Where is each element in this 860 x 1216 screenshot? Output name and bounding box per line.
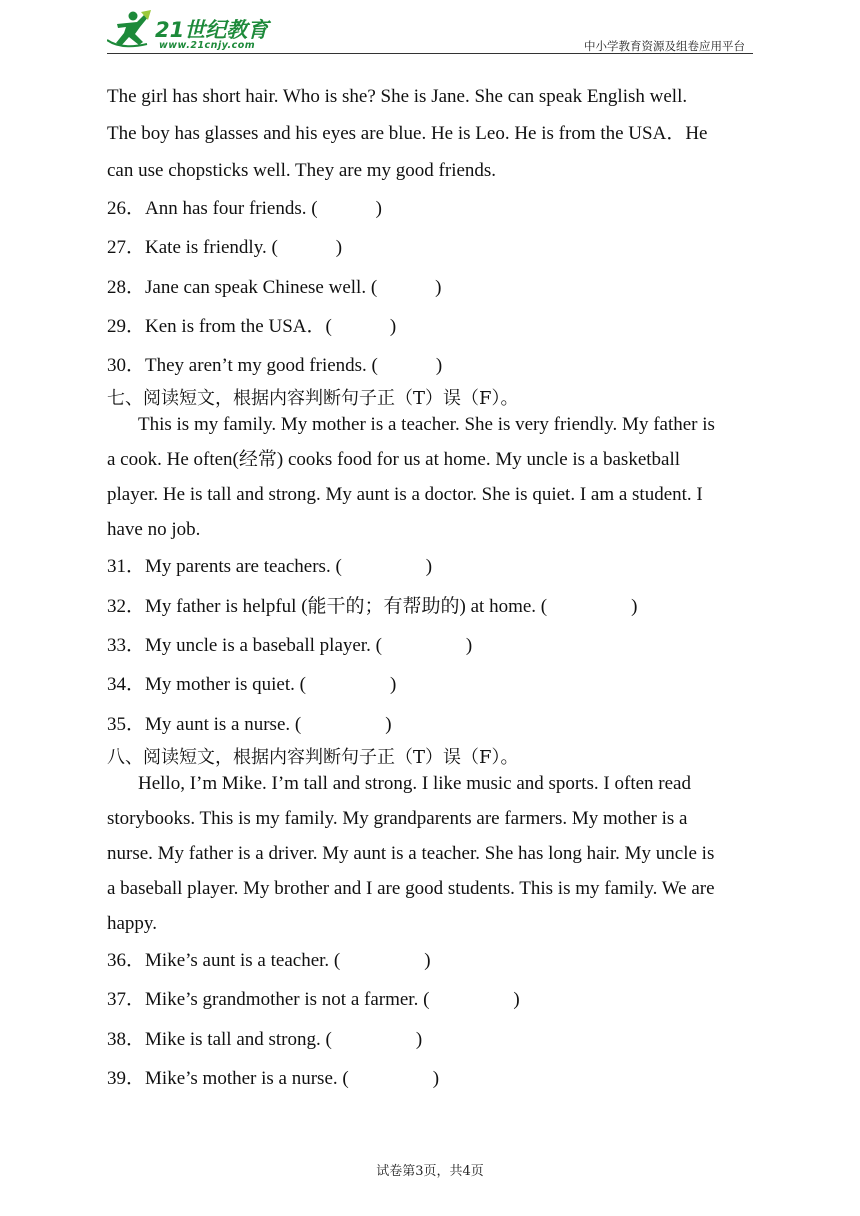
question-text: Kate is friendly. (	[145, 237, 278, 259]
passage-line: storybooks. This is my family. My grandparents are farmers. My mother is a	[107, 807, 688, 829]
question-text: Ken is from the USA．(	[145, 315, 332, 337]
question-item	[107, 587, 757, 626]
question-text: Mike’s grandmother is not a farmer. (	[145, 989, 430, 1011]
question-close: )	[375, 198, 382, 219]
question-number: 31．	[107, 556, 146, 578]
page-header	[107, 8, 753, 56]
page-footer: 试卷第3页，共4页	[376, 1164, 484, 1179]
passage-line: Hello, I’m Mike. I’m tall and strong. I like music and sports. I often read	[138, 772, 691, 794]
question-text: My parents are teachers. (	[145, 556, 342, 578]
question-close: )	[435, 276, 442, 298]
question-close: )	[435, 355, 443, 377]
question-text: Ann has four friends. (	[145, 198, 318, 219]
question-close: )	[385, 713, 392, 735]
passage-line: can use chopsticks well. They are my good friends.	[107, 160, 497, 181]
question-close: )	[389, 674, 397, 696]
platform-name: 中小学教育资源及组卷应用平台	[584, 39, 745, 53]
section-title: 八、阅读短文，根据内容判断句子正（T）误（F）。	[107, 746, 519, 768]
question-item	[107, 626, 757, 665]
question-item	[107, 1020, 757, 1059]
question-text: My mother is quiet. (	[145, 674, 306, 696]
document-body	[107, 78, 757, 1098]
question-item	[107, 1059, 757, 1098]
question-text: Jane can speak Chinese well. (	[145, 276, 378, 298]
question-item	[107, 547, 757, 586]
question-close: )	[631, 595, 638, 617]
question-close: )	[432, 1067, 440, 1089]
passage-line: player. He is tall and strong. My aunt is a doctor. She is quiet. I am a student. I	[107, 484, 703, 506]
question-number: 38．	[107, 1028, 146, 1050]
question-close: )	[465, 635, 473, 657]
question-text: Mike’s mother is a nurse. (	[145, 1067, 349, 1089]
question-number: 35．	[107, 713, 146, 735]
question-text: They aren’t my good friends. (	[145, 355, 378, 377]
section-7	[107, 383, 757, 743]
passage-line: have no job.	[107, 519, 201, 541]
question-number: 27．	[107, 237, 146, 259]
section-title: 七、阅读短文，根据内容判断句子正（T）误（F）。	[107, 388, 519, 410]
question-text: Mike’s aunt is a teacher. (	[145, 949, 341, 971]
passage-line: a cook. He often(经常) cooks food for us at home. My uncle is a basketball	[107, 449, 681, 471]
logo-url: www.21cnjy.com	[159, 40, 256, 51]
question-text: My uncle is a baseball player. (	[145, 635, 382, 657]
question-number: 29．	[107, 315, 146, 337]
section-8	[107, 742, 757, 1098]
passage-1	[107, 78, 757, 189]
question-number: 36．	[107, 949, 146, 971]
question-item	[107, 268, 757, 307]
header-divider	[107, 53, 753, 54]
question-number: 30．	[107, 355, 146, 377]
question-number: 26．	[107, 198, 146, 219]
question-item	[107, 189, 757, 228]
passage-line: nurse. My father is a driver. My aunt is a teacher. She has long hair. My uncle is	[107, 842, 715, 864]
question-list-a	[107, 189, 757, 385]
question-close: )	[425, 556, 433, 578]
question-item	[107, 307, 757, 346]
passage-line: happy.	[107, 912, 157, 934]
question-item	[107, 941, 757, 980]
question-close: )	[335, 237, 343, 259]
passage-line: The girl has short hair. Who is she? She is Jane. She can speak English well.	[107, 86, 688, 107]
question-item	[107, 346, 757, 385]
passage-line: The boy has glasses and his eyes are blue. He is Leo. He is from the USA．He	[107, 123, 708, 144]
question-item	[107, 705, 757, 744]
question-close: )	[389, 315, 397, 337]
question-number: 39．	[107, 1067, 146, 1089]
question-item	[107, 665, 757, 704]
question-close: )	[415, 1028, 423, 1050]
passage-line: a baseball player. My brother and I are good students. This is my family. We are	[107, 877, 715, 899]
question-number: 32．	[107, 595, 146, 617]
runner-icon	[107, 10, 153, 50]
question-close: )	[424, 949, 431, 971]
question-item	[107, 980, 757, 1019]
question-text: My father is helpful (能干的；有帮助的) at home. (	[145, 595, 548, 617]
question-item	[107, 228, 757, 267]
question-close: )	[513, 989, 520, 1011]
question-text: Mike is tall and strong. (	[145, 1028, 332, 1050]
site-logo	[107, 8, 282, 52]
question-number: 33．	[107, 635, 146, 657]
passage-line: This is my family. My mother is a teacher. She is very friendly. My father is	[138, 414, 715, 436]
question-number: 28．	[107, 276, 146, 298]
question-number: 37．	[107, 989, 146, 1011]
question-text: My aunt is a nurse. (	[145, 713, 302, 735]
logo-text: 21世纪教育	[155, 18, 269, 42]
question-number: 34．	[107, 674, 146, 696]
